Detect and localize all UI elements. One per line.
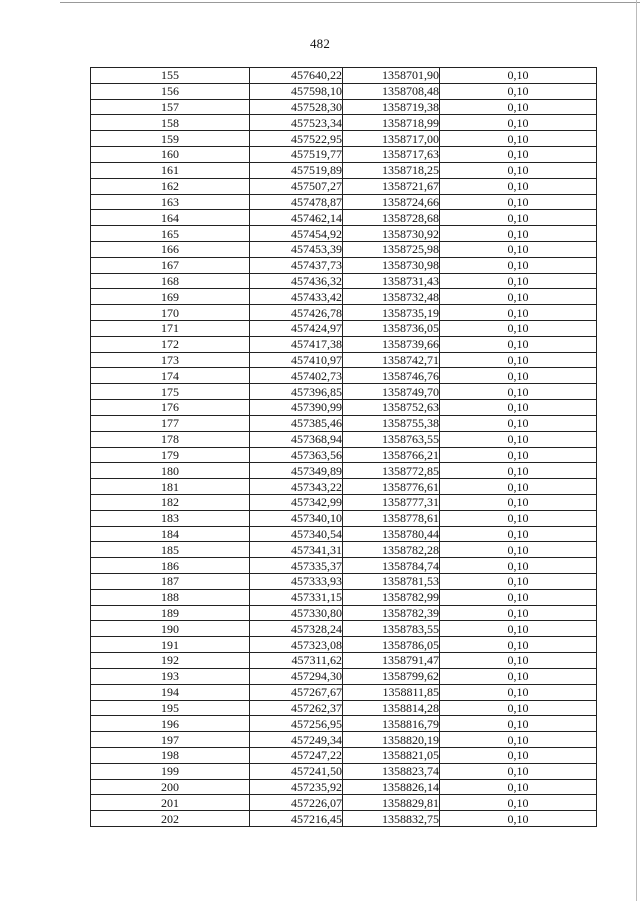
point-number-cell: 167 [91,257,250,273]
table-row [91,700,597,716]
table-row [91,321,597,337]
point-number-cell: 178 [91,431,250,447]
x-coordinate-cell: 457343,22 [250,479,343,495]
x-coordinate-cell: 457256,95 [250,716,343,732]
y-coordinate-cell: 1358746,76 [343,368,440,384]
x-coordinate-cell: 457640,22 [250,68,343,84]
accuracy-cell: 0,10 [440,716,597,732]
accuracy-cell: 0,10 [440,542,597,558]
table-row [91,558,597,574]
y-coordinate-cell: 1358718,25 [343,162,440,178]
y-coordinate-cell: 1358719,38 [343,99,440,115]
accuracy-cell: 0,10 [440,273,597,289]
accuracy-cell: 0,10 [440,305,597,321]
x-coordinate-cell: 457267,67 [250,684,343,700]
table-row [91,479,597,495]
point-number-cell: 176 [91,400,250,416]
table-row [91,241,597,257]
y-coordinate-cell: 1358739,66 [343,336,440,352]
table-row [91,400,597,416]
accuracy-cell: 0,10 [440,178,597,194]
table-row [91,542,597,558]
point-number-cell: 201 [91,795,250,811]
accuracy-cell: 0,10 [440,241,597,257]
x-coordinate-cell: 457426,78 [250,305,343,321]
point-number-cell: 156 [91,83,250,99]
table-row [91,99,597,115]
table-row [91,526,597,542]
accuracy-cell: 0,10 [440,526,597,542]
point-number-cell: 196 [91,716,250,732]
table-row [91,684,597,700]
table-row [91,668,597,684]
x-coordinate-cell: 457323,08 [250,637,343,653]
accuracy-cell: 0,10 [440,621,597,637]
y-coordinate-cell: 1358811,85 [343,684,440,700]
point-number-cell: 168 [91,273,250,289]
point-number-cell: 182 [91,494,250,510]
x-coordinate-cell: 457247,22 [250,747,343,763]
table-row [91,415,597,431]
y-coordinate-cell: 1358724,66 [343,194,440,210]
point-number-cell: 202 [91,811,250,827]
accuracy-cell: 0,10 [440,400,597,416]
y-coordinate-cell: 1358721,67 [343,178,440,194]
coordinates-table-body [91,68,597,827]
accuracy-cell: 0,10 [440,637,597,653]
accuracy-cell: 0,10 [440,747,597,763]
x-coordinate-cell: 457340,54 [250,526,343,542]
accuracy-cell: 0,10 [440,83,597,99]
point-number-cell: 157 [91,99,250,115]
table-row [91,605,597,621]
coordinates-table [90,67,597,827]
accuracy-cell: 0,10 [440,68,597,84]
y-coordinate-cell: 1358780,44 [343,526,440,542]
point-number-cell: 175 [91,384,250,400]
table-row [91,732,597,748]
table-row [91,747,597,763]
x-coordinate-cell: 457410,97 [250,352,343,368]
accuracy-cell: 0,10 [440,226,597,242]
x-coordinate-cell: 457454,92 [250,226,343,242]
table-row [91,162,597,178]
y-coordinate-cell: 1358782,28 [343,542,440,558]
accuracy-cell: 0,10 [440,795,597,811]
y-coordinate-cell: 1358728,68 [343,210,440,226]
x-coordinate-cell: 457241,50 [250,763,343,779]
table-row [91,352,597,368]
accuracy-cell: 0,10 [440,653,597,669]
table-row [91,305,597,321]
y-coordinate-cell: 1358778,61 [343,510,440,526]
point-number-cell: 191 [91,637,250,653]
accuracy-cell: 0,10 [440,162,597,178]
point-number-cell: 193 [91,668,250,684]
point-number-cell: 174 [91,368,250,384]
accuracy-cell: 0,10 [440,431,597,447]
y-coordinate-cell: 1358832,75 [343,811,440,827]
accuracy-cell: 0,10 [440,732,597,748]
point-number-cell: 187 [91,574,250,590]
x-coordinate-cell: 457598,10 [250,83,343,99]
accuracy-cell: 0,10 [440,668,597,684]
table-row [91,447,597,463]
accuracy-cell: 0,10 [440,368,597,384]
point-number-cell: 165 [91,226,250,242]
table-row [91,226,597,242]
point-number-cell: 199 [91,763,250,779]
accuracy-cell: 0,10 [440,194,597,210]
y-coordinate-cell: 1358701,90 [343,68,440,84]
point-number-cell: 194 [91,684,250,700]
y-coordinate-cell: 1358783,55 [343,621,440,637]
y-coordinate-cell: 1358742,71 [343,352,440,368]
point-number-cell: 180 [91,463,250,479]
x-coordinate-cell: 457390,99 [250,400,343,416]
table-row [91,621,597,637]
x-coordinate-cell: 457385,46 [250,415,343,431]
y-coordinate-cell: 1358791,47 [343,653,440,669]
accuracy-cell: 0,10 [440,321,597,337]
x-coordinate-cell: 457396,85 [250,384,343,400]
point-number-cell: 158 [91,115,250,131]
point-number-cell: 179 [91,447,250,463]
y-coordinate-cell: 1358749,70 [343,384,440,400]
y-coordinate-cell: 1358781,53 [343,574,440,590]
point-number-cell: 192 [91,653,250,669]
point-number-cell: 171 [91,321,250,337]
y-coordinate-cell: 1358784,74 [343,558,440,574]
y-coordinate-cell: 1358766,21 [343,447,440,463]
table-row [91,811,597,827]
y-coordinate-cell: 1358829,81 [343,795,440,811]
y-coordinate-cell: 1358730,98 [343,257,440,273]
x-coordinate-cell: 457402,73 [250,368,343,384]
y-coordinate-cell: 1358755,38 [343,415,440,431]
x-coordinate-cell: 457417,38 [250,336,343,352]
point-number-cell: 177 [91,415,250,431]
y-coordinate-cell: 1358782,39 [343,605,440,621]
y-coordinate-cell: 1358786,05 [343,637,440,653]
table-row [91,194,597,210]
point-number-cell: 173 [91,352,250,368]
y-coordinate-cell: 1358730,92 [343,226,440,242]
point-number-cell: 159 [91,131,250,147]
x-coordinate-cell: 457333,93 [250,574,343,590]
table-row [91,257,597,273]
x-coordinate-cell: 457262,37 [250,700,343,716]
x-coordinate-cell: 457311,62 [250,653,343,669]
table-row [91,147,597,163]
table-row [91,510,597,526]
y-coordinate-cell: 1358820,19 [343,732,440,748]
x-coordinate-cell: 457437,73 [250,257,343,273]
accuracy-cell: 0,10 [440,779,597,795]
table-row [91,431,597,447]
x-coordinate-cell: 457453,39 [250,241,343,257]
accuracy-cell: 0,10 [440,763,597,779]
x-coordinate-cell: 457507,27 [250,178,343,194]
y-coordinate-cell: 1358752,63 [343,400,440,416]
accuracy-cell: 0,10 [440,494,597,510]
y-coordinate-cell: 1358816,79 [343,716,440,732]
y-coordinate-cell: 1358821,05 [343,747,440,763]
table-row [91,289,597,305]
table-row [91,763,597,779]
y-coordinate-cell: 1358708,48 [343,83,440,99]
x-coordinate-cell: 457340,10 [250,510,343,526]
table-row [91,83,597,99]
y-coordinate-cell: 1358735,19 [343,305,440,321]
x-coordinate-cell: 457235,92 [250,779,343,795]
table-row [91,273,597,289]
y-coordinate-cell: 1358736,05 [343,321,440,337]
y-coordinate-cell: 1358772,85 [343,463,440,479]
accuracy-cell: 0,10 [440,147,597,163]
point-number-cell: 162 [91,178,250,194]
accuracy-cell: 0,10 [440,447,597,463]
x-coordinate-cell: 457368,94 [250,431,343,447]
table-row [91,795,597,811]
x-coordinate-cell: 457341,31 [250,542,343,558]
accuracy-cell: 0,10 [440,352,597,368]
y-coordinate-cell: 1358814,28 [343,700,440,716]
x-coordinate-cell: 457330,80 [250,605,343,621]
table-row [91,779,597,795]
point-number-cell: 169 [91,289,250,305]
x-coordinate-cell: 457363,56 [250,447,343,463]
x-coordinate-cell: 457335,37 [250,558,343,574]
point-number-cell: 155 [91,68,250,84]
point-number-cell: 184 [91,526,250,542]
accuracy-cell: 0,10 [440,131,597,147]
table-row [91,131,597,147]
table-row [91,463,597,479]
accuracy-cell: 0,10 [440,510,597,526]
table-row [91,115,597,131]
table-row [91,384,597,400]
x-coordinate-cell: 457433,42 [250,289,343,305]
y-coordinate-cell: 1358718,99 [343,115,440,131]
table-row [91,68,597,84]
point-number-cell: 172 [91,336,250,352]
x-coordinate-cell: 457462,14 [250,210,343,226]
accuracy-cell: 0,10 [440,479,597,495]
x-coordinate-cell: 457519,89 [250,162,343,178]
x-coordinate-cell: 457342,99 [250,494,343,510]
point-number-cell: 163 [91,194,250,210]
table-row [91,368,597,384]
table-row [91,653,597,669]
table-row [91,210,597,226]
table-row [91,494,597,510]
y-coordinate-cell: 1358799,62 [343,668,440,684]
point-number-cell: 181 [91,479,250,495]
accuracy-cell: 0,10 [440,558,597,574]
accuracy-cell: 0,10 [440,811,597,827]
accuracy-cell: 0,10 [440,210,597,226]
point-number-cell: 185 [91,542,250,558]
accuracy-cell: 0,10 [440,415,597,431]
accuracy-cell: 0,10 [440,700,597,716]
y-coordinate-cell: 1358777,31 [343,494,440,510]
x-coordinate-cell: 457519,77 [250,147,343,163]
point-number-cell: 183 [91,510,250,526]
point-number-cell: 170 [91,305,250,321]
y-coordinate-cell: 1358763,55 [343,431,440,447]
point-number-cell: 186 [91,558,250,574]
accuracy-cell: 0,10 [440,384,597,400]
x-coordinate-cell: 457436,32 [250,273,343,289]
accuracy-cell: 0,10 [440,99,597,115]
point-number-cell: 189 [91,605,250,621]
y-coordinate-cell: 1358823,74 [343,763,440,779]
accuracy-cell: 0,10 [440,115,597,131]
accuracy-cell: 0,10 [440,684,597,700]
point-number-cell: 166 [91,241,250,257]
x-coordinate-cell: 457294,30 [250,668,343,684]
page-number: 482 [309,36,331,51]
x-coordinate-cell: 457523,34 [250,115,343,131]
y-coordinate-cell: 1358732,48 [343,289,440,305]
x-coordinate-cell: 457226,07 [250,795,343,811]
scan-top-edge-line [60,2,640,3]
x-coordinate-cell: 457216,45 [250,811,343,827]
table-row [91,716,597,732]
accuracy-cell: 0,10 [440,589,597,605]
x-coordinate-cell: 457478,87 [250,194,343,210]
x-coordinate-cell: 457328,24 [250,621,343,637]
point-number-cell: 198 [91,747,250,763]
y-coordinate-cell: 1358826,14 [343,779,440,795]
y-coordinate-cell: 1358731,43 [343,273,440,289]
point-number-cell: 164 [91,210,250,226]
table-row [91,178,597,194]
table-row [91,574,597,590]
accuracy-cell: 0,10 [440,574,597,590]
y-coordinate-cell: 1358717,00 [343,131,440,147]
x-coordinate-cell: 457528,30 [250,99,343,115]
accuracy-cell: 0,10 [440,463,597,479]
scan-right-edge-line [636,0,637,901]
x-coordinate-cell: 457424,97 [250,321,343,337]
accuracy-cell: 0,10 [440,289,597,305]
point-number-cell: 160 [91,147,250,163]
accuracy-cell: 0,10 [440,336,597,352]
accuracy-cell: 0,10 [440,257,597,273]
table-row [91,336,597,352]
table-row [91,589,597,605]
accuracy-cell: 0,10 [440,605,597,621]
y-coordinate-cell: 1358725,98 [343,241,440,257]
x-coordinate-cell: 457249,34 [250,732,343,748]
y-coordinate-cell: 1358782,99 [343,589,440,605]
point-number-cell: 188 [91,589,250,605]
x-coordinate-cell: 457331,15 [250,589,343,605]
point-number-cell: 200 [91,779,250,795]
y-coordinate-cell: 1358717,63 [343,147,440,163]
point-number-cell: 161 [91,162,250,178]
x-coordinate-cell: 457522,95 [250,131,343,147]
point-number-cell: 195 [91,700,250,716]
point-number-cell: 190 [91,621,250,637]
x-coordinate-cell: 457349,89 [250,463,343,479]
point-number-cell: 197 [91,732,250,748]
y-coordinate-cell: 1358776,61 [343,479,440,495]
table-row [91,637,597,653]
